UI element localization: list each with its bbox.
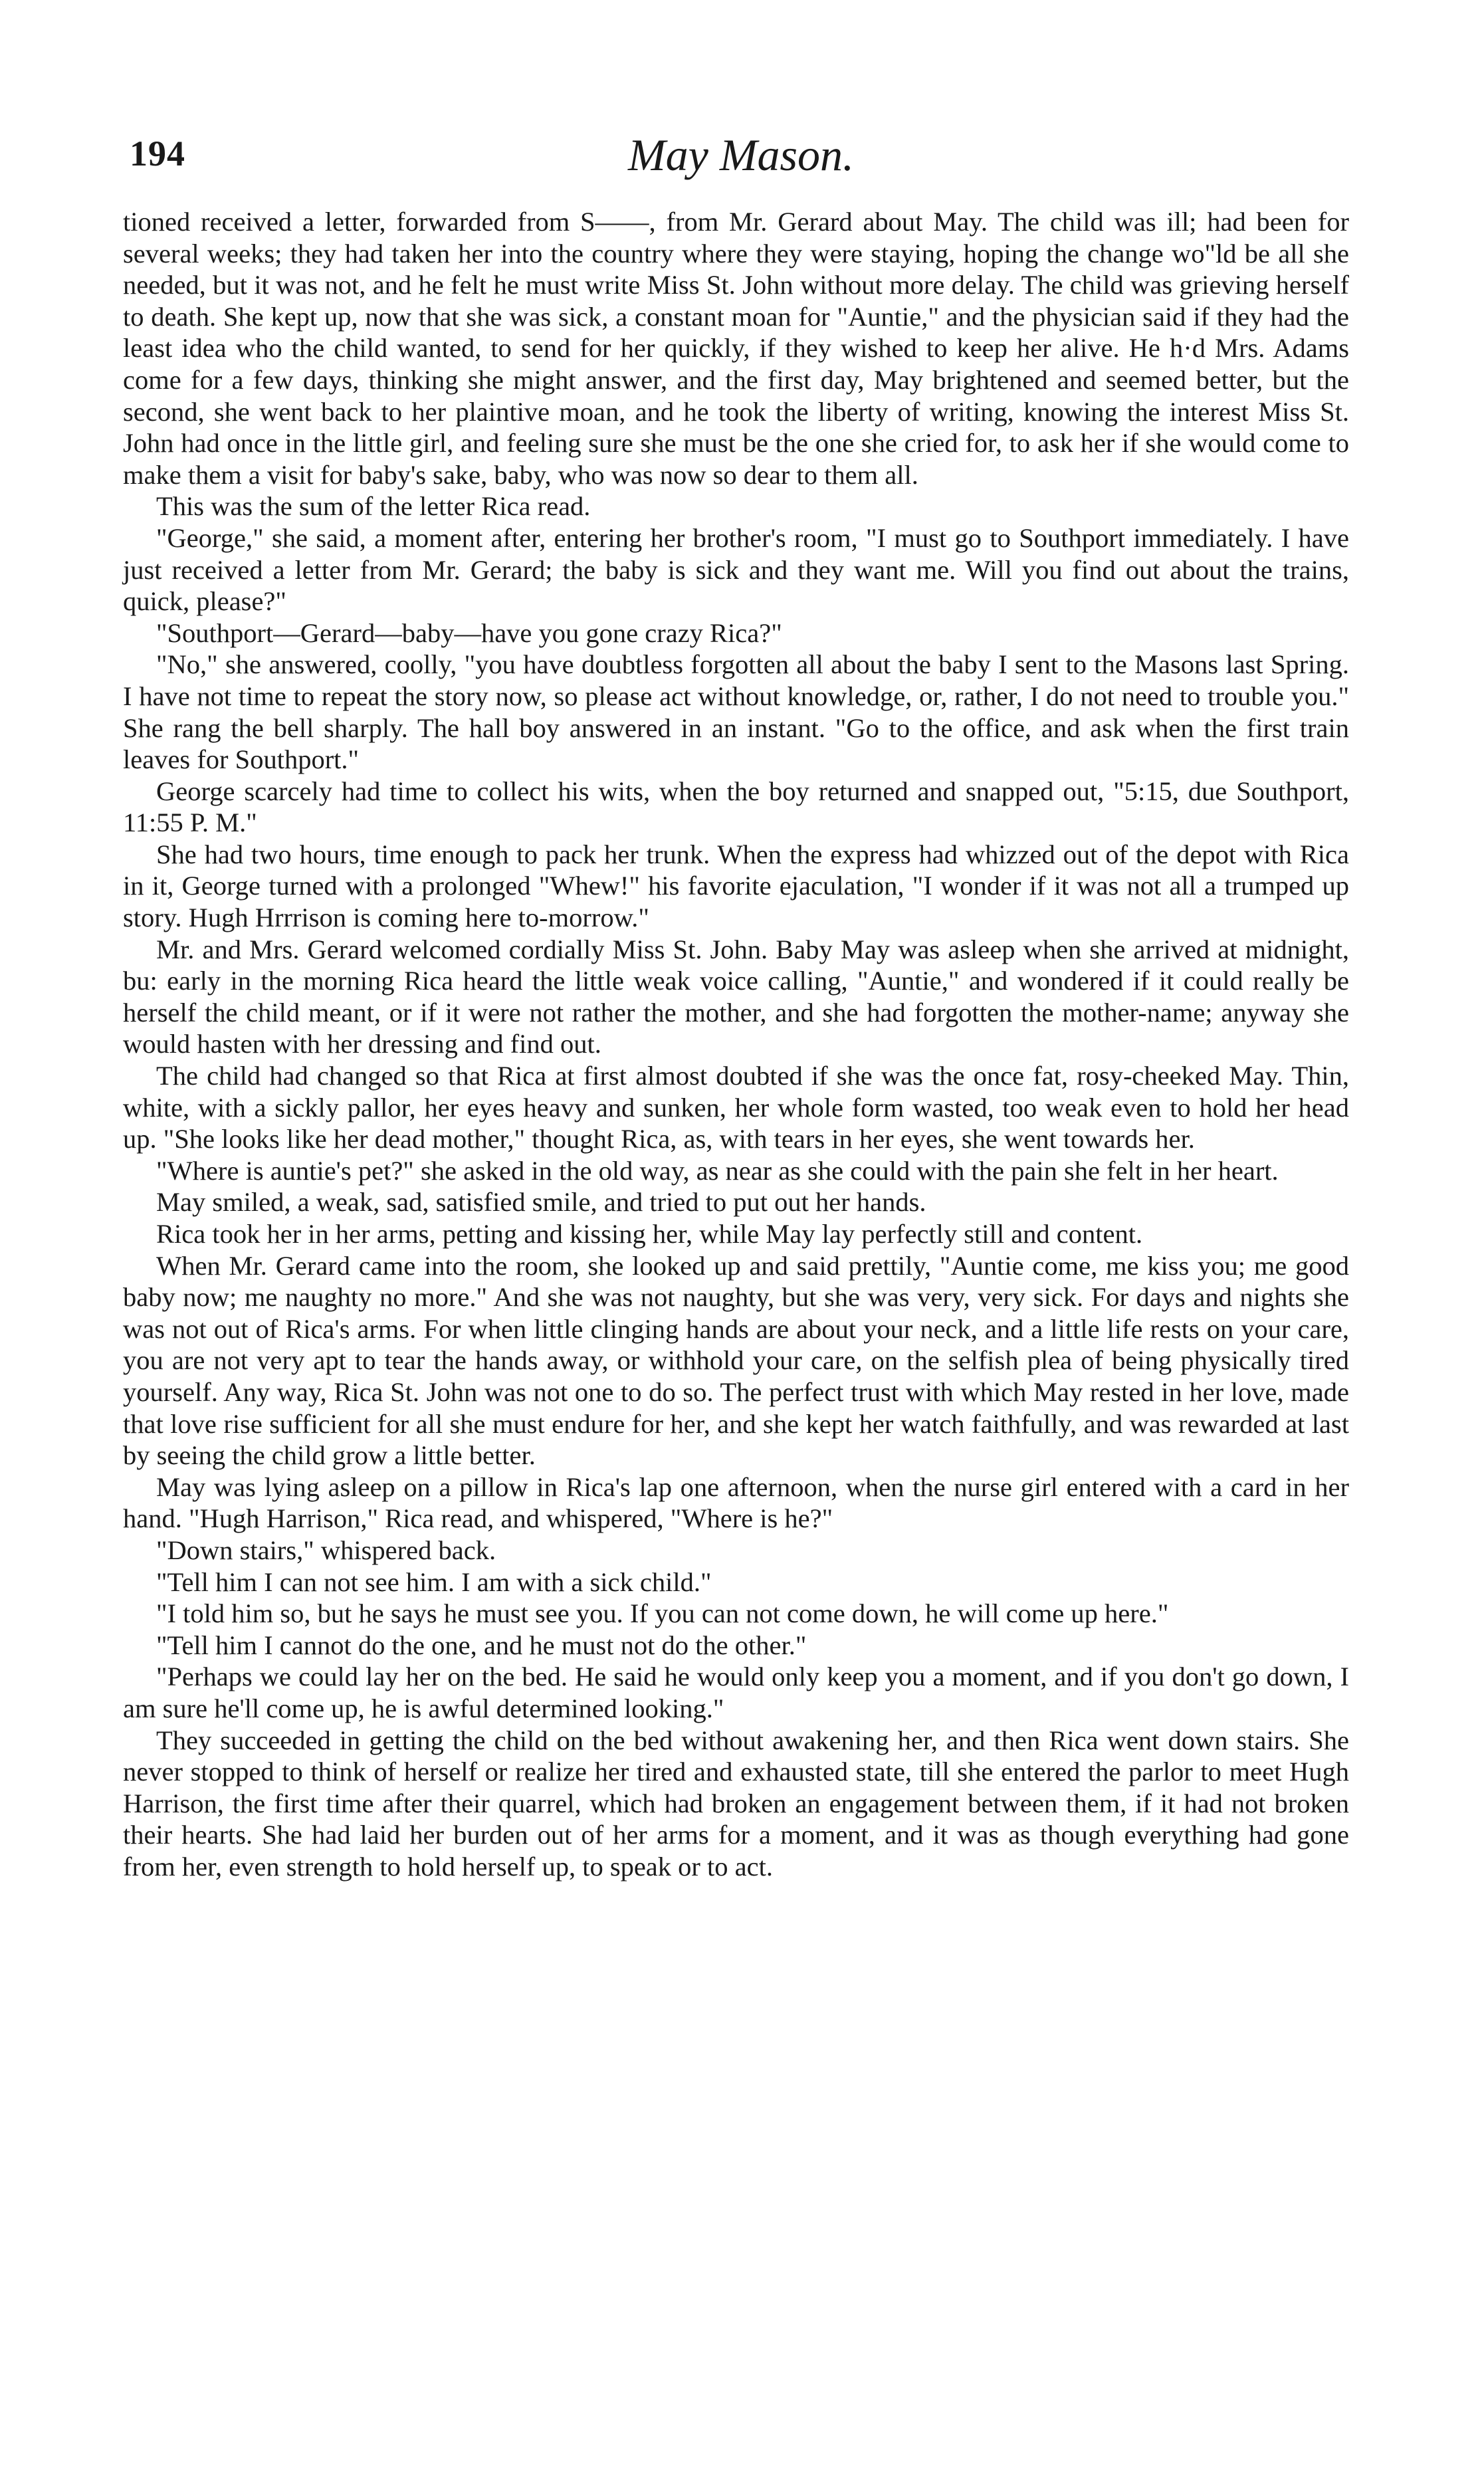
running-head — [130, 130, 1352, 193]
paragraph: "Southport—Gerard—baby—have you gone crazy Rica?" — [156, 617, 782, 648]
paragraph: "George," she said, a moment after, entering her brother's room, "I must go to Southport immediately. I have just received a letter from Mr. Gerard; the baby is sick and they want me. Will you find out about the trains, quick, please?" — [123, 522, 1349, 617]
paragraph: "Tell him I cannot do the one, and he must not do the other." — [156, 1630, 807, 1660]
body-text — [123, 206, 1349, 1882]
paragraph: "Down stairs," whispered back. — [156, 1535, 496, 1565]
paragraph: "Perhaps we could lay her on the bed. He said he would only keep you a moment, and if you don't go down, I am sure he'll come up, he is awful determined looking." — [123, 1662, 1349, 1723]
paragraph: "No," she answered, coolly, "you have doubtless forgotten all about the baby I sent to the Masons last Spring. I have not time to repeat the story now, so please act without knowledge, or, rather, I do not need to trouble you." She rang the bell sharply. The hall boy answered in an instant. "Go to the office, and ask when the first train leaves for Southport." — [123, 649, 1349, 775]
book-title: May Mason. — [628, 130, 854, 180]
paragraph: They succeeded in getting the child on the bed without awakening her, and then Rica went down stairs. She never stopped to think of herself or realize her tired and exhausted state, till she entered the parlor to meet Hugh Harrison, the first time after their quarrel, which had broken an engagement between them, if it had not broken their hearts. She had laid her burden out of her arms for a moment, and it was as though everything had gone from her, even strength to hold herself up, to speak or to act. — [123, 1725, 1349, 1882]
paragraph: This was the sum of the letter Rica read. — [156, 491, 591, 522]
paragraph: The child had changed so that Rica at first almost doubted if she was the once fat, rosy-cheeked May. Thin, white, with a sickly pallor, her eyes heavy and sunken, her whole form wasted, too weak even to hold her head up. "She looks like her dead mother," thought Rica, as, with tears in her eyes, she went towards her. — [123, 1061, 1349, 1154]
paragraph: "Where is auntie's pet?" she asked in the old way, as near as she could with the pain she felt in her heart. — [156, 1155, 1279, 1186]
paragraph: "I told him so, but he says he must see you. If you can not come down, he will come up here." — [156, 1598, 1169, 1629]
paragraph: George scarcely had time to collect his wits, when the boy returned and snapped out, "5:15, due Southport, 11:55 P. M." — [123, 776, 1349, 838]
page-number: 194 — [130, 134, 185, 173]
paragraph: She had two hours, time enough to pack her trunk. When the express had whizzed out of the depot with Rica in it, George turned with a prolonged "Whew!" his favorite ejaculation, "I wonder if it was not all a trumped up story. Hugh Hrrrison is coming here to-morrow." — [123, 839, 1349, 933]
paragraph: "Tell him I can not see him. I am with a sick child." — [156, 1566, 712, 1597]
paragraph: Mr. and Mrs. Gerard welcomed cordially Miss St. John. Baby May was asleep when she arrived at midnight, bu: early in the morning Rica heard the little weak voice calling, "Auntie," and wondered if it could really be herself the child meant, or if it were not rather the mother, and she had forgotten the mother-name; anyway she would hasten with her dressing and find out. — [123, 934, 1349, 1059]
paragraph: May smiled, a weak, sad, satisfied smile, and tried to put out her hands. — [156, 1187, 926, 1218]
paragraph: Rica took her in her arms, petting and kissing her, while May lay perfectly still and content. — [156, 1219, 1143, 1249]
paragraph: May was lying asleep on a pillow in Rica's lap one afternoon, when the nurse girl entered with a card in her hand. "Hugh Harrison," Rica read, and whispered, "Where is he?" — [123, 1471, 1349, 1534]
paragraph: When Mr. Gerard came into the room, she looked up and said prettily, "Auntie come, me kiss you; me good baby now; me naughty no more." And she was not naughty, but she was very, very sick. For days and nights she was not out of Rica's arms. For when little clinging hands are about your neck, and a little life rests on your care, you are not very apt to tear the hands away, or withhold your care, on the selfish plea of being physically tired yourself. Any way, Rica St. John was not one to do so. The perfect trust with which May rested in her love, made that love rise sufficient for all she must endure for her, and she kept her watch faithfully, and was rewarded at last by seeing the child grow a little better. — [123, 1250, 1349, 1471]
paragraph-continued: tioned received a letter, forwarded from S——, from Mr. Gerard about May. The child was ill; had been for several weeks; they had taken her into the country where they were staying, hoping the change wo"ld be all she needed, but it was not, and he felt he must write Miss St. John without more delay. The child was grieving herself to death. She kept up, now that she was sick, a constant moan for "Auntie," and the physician said if they had the least idea who the child wanted, to send for her quickly, if they wished to keep her alive. He h·d Mrs. Adams come for a few days, thinking she might answer, and the first day, May brightened and seemed better, but the second, she went back to her plaintive moan, and he took the liberty of writing, knowing the interest Miss St. John had once in the little girl, and feeling sure she must be the one she cried for, to ask her if she would come to make them a visit for baby's sake, baby, who was now so dear to them all. — [123, 207, 1349, 490]
